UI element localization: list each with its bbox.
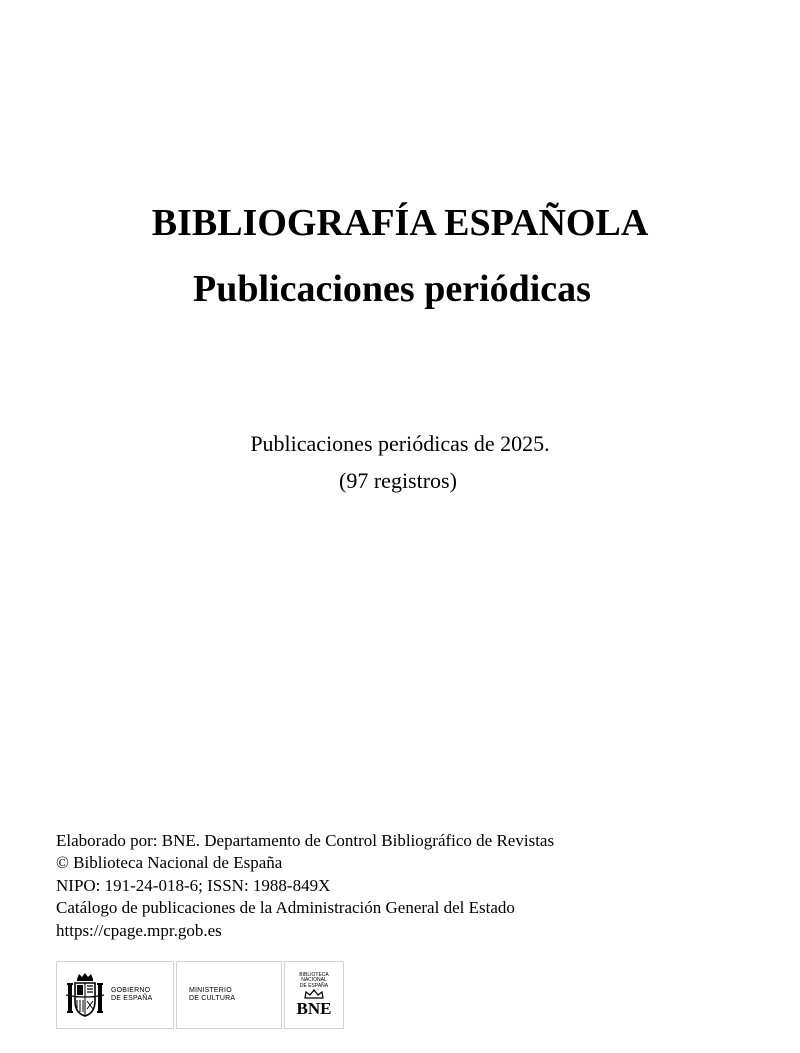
credits-copyright: © Biblioteca Nacional de España (56, 853, 283, 873)
credits-url[interactable]: https://cpage.mpr.gob.es (56, 920, 222, 940)
bne-logo (284, 961, 344, 1029)
ministerio-label: MINISTERIO DE CULTURA (189, 986, 236, 1002)
publication-scope: Publicaciones periódicas de 2025. (250, 431, 550, 456)
ministerio-logo (176, 961, 282, 1029)
coat-of-arms-icon (65, 971, 105, 1019)
document-subtitle: Publicaciones periódicas (193, 268, 591, 310)
bne-full-name: BIBLIOTECA NACIONAL DE ESPAÑA (299, 971, 329, 989)
institutional-logos (56, 961, 344, 1029)
bne-acronym: BNE (296, 999, 332, 1019)
credits-block (56, 830, 554, 942)
gobierno-logo (56, 961, 174, 1029)
document-title: BIBLIOGRAFÍA ESPAÑOLA (151, 202, 649, 244)
credits-identifiers: NIPO: 191-24-018-6; ISSN: 1988-849X (56, 875, 331, 895)
credits-author: Elaborado por: BNE. Departamento de Control Bibliográfico de Revistas (56, 831, 555, 850)
record-count: (97 registros) (339, 468, 457, 493)
gobierno-label: GOBIERNO DE ESPAÑA (111, 986, 153, 1002)
crown-icon (303, 989, 325, 999)
credits-catalog: Catálogo de publicaciones de la Administración General del Estado (56, 898, 515, 918)
